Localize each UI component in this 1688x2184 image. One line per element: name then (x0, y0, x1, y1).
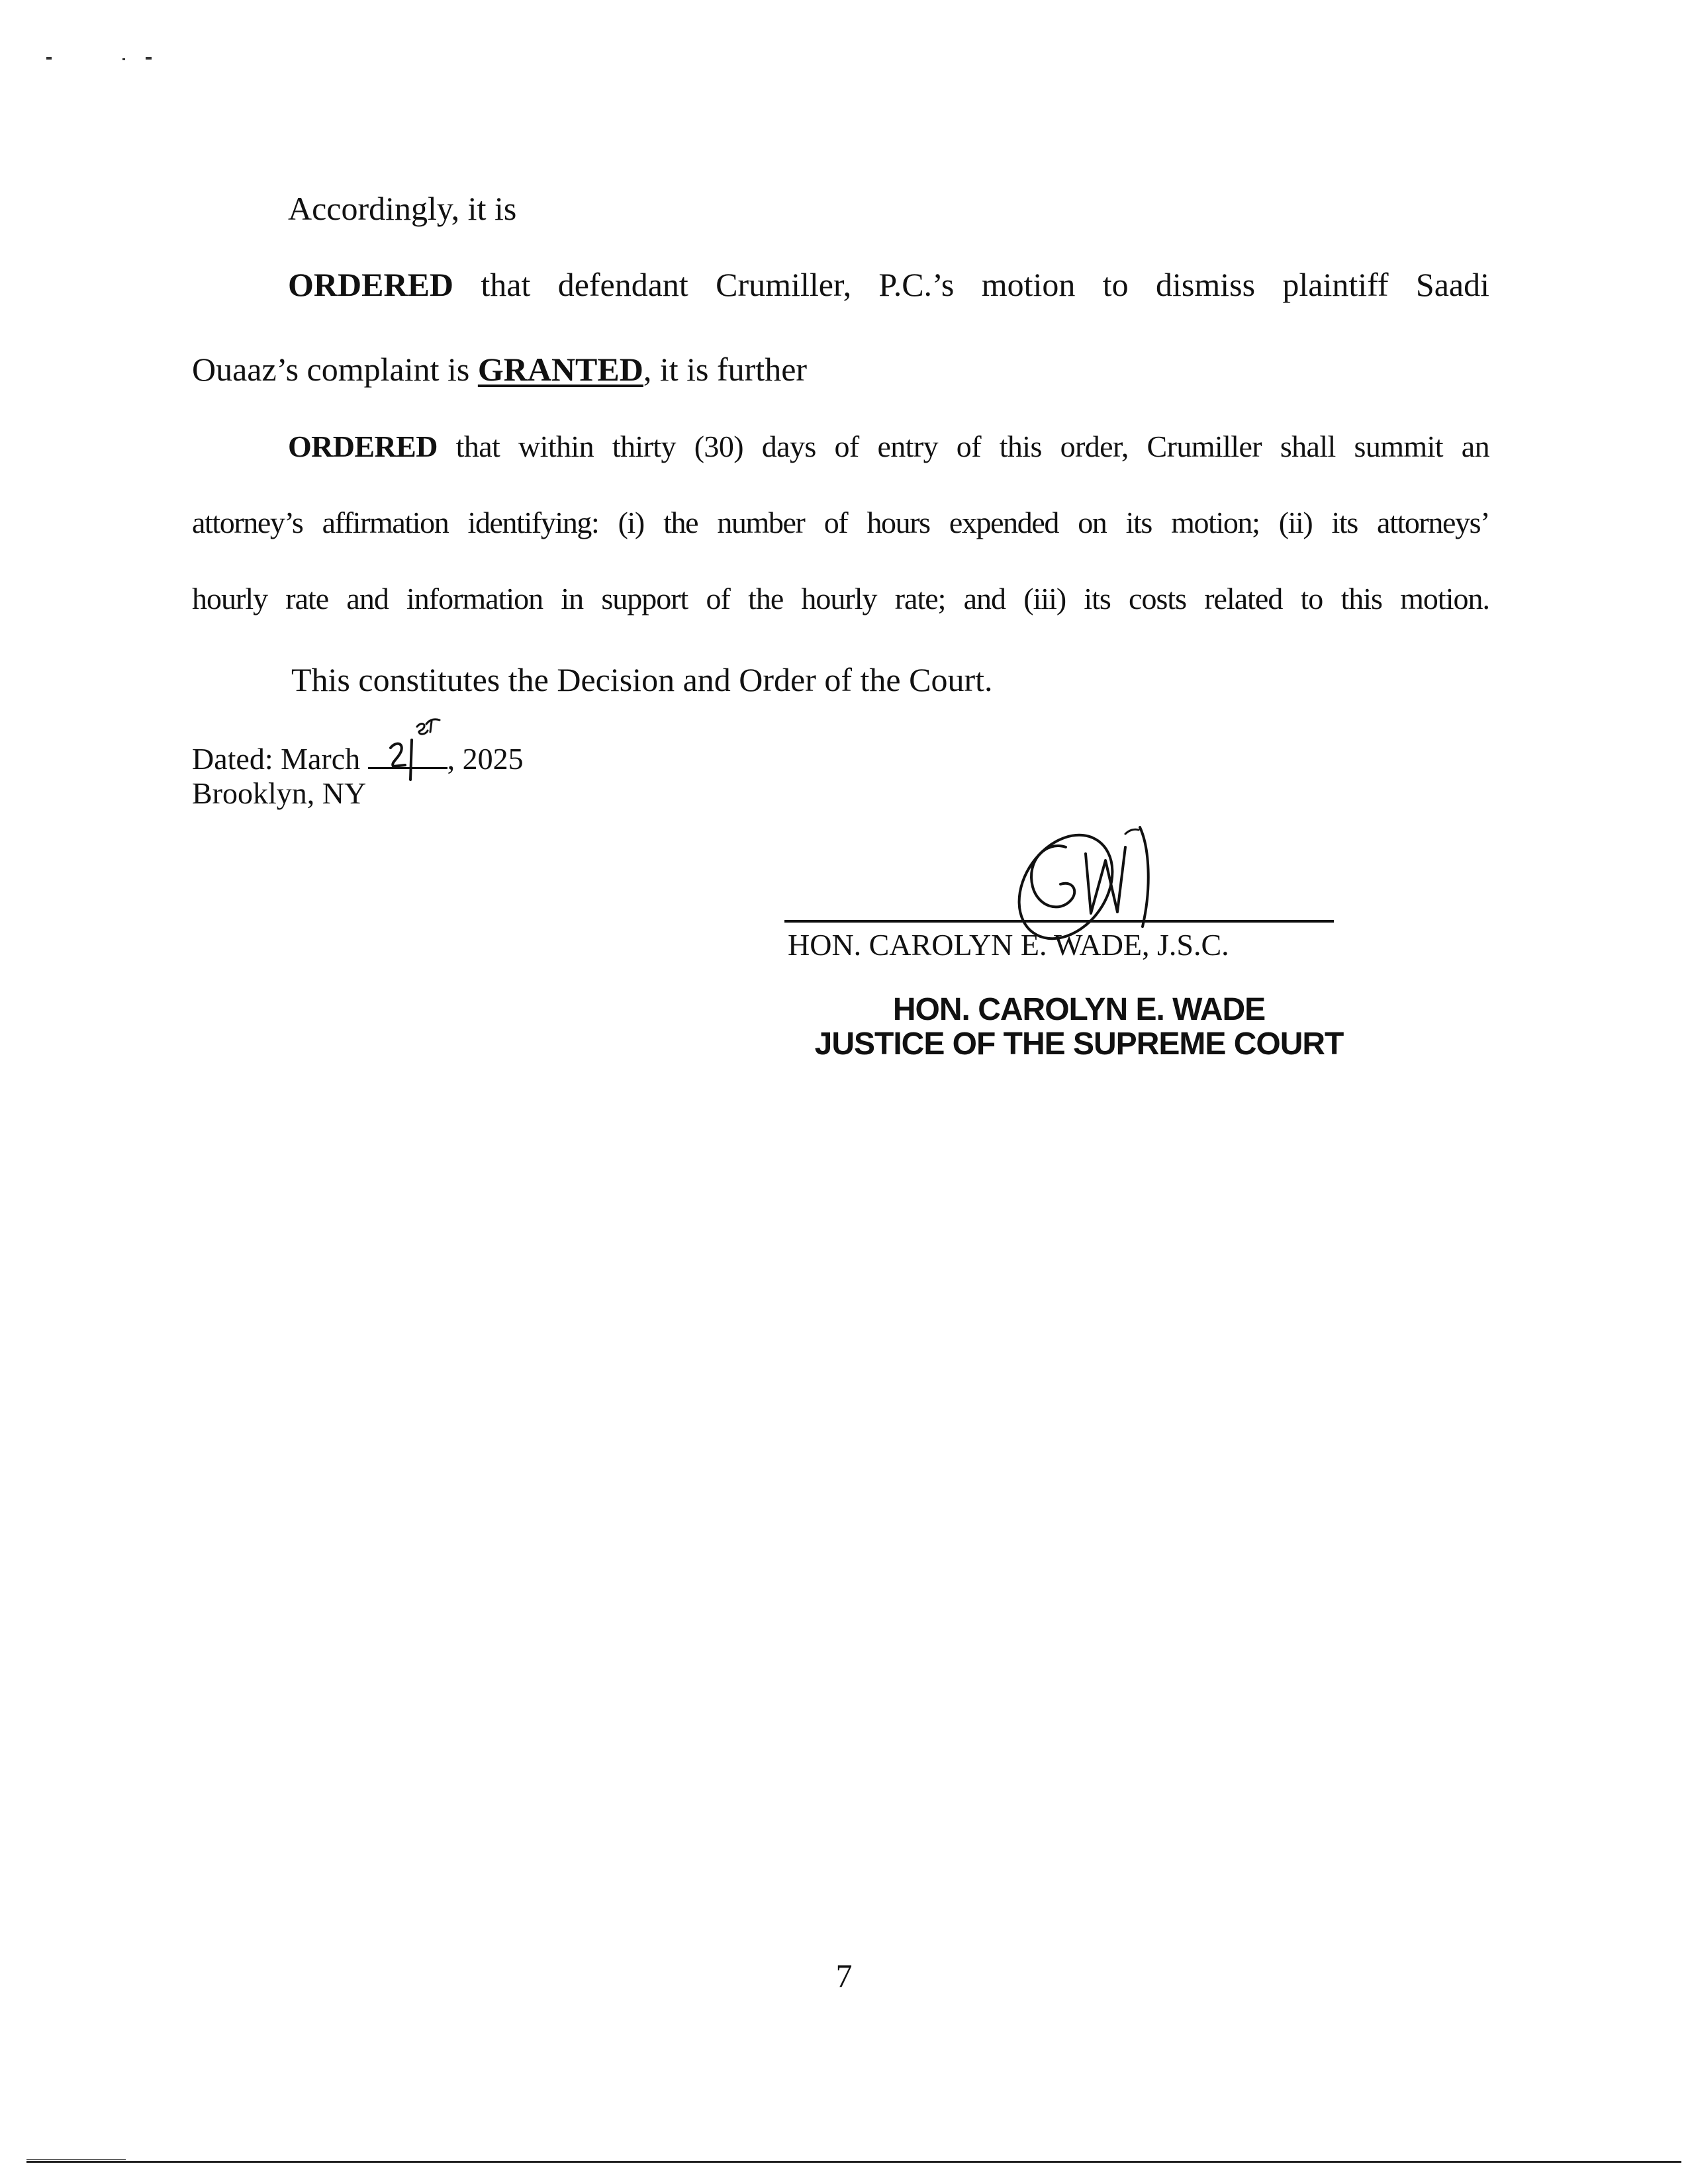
dated-block (192, 738, 524, 811)
handwritten-day-21st (371, 715, 463, 794)
page-number: 7 (835, 1957, 853, 1994)
granted-label: GRANTED (477, 351, 643, 388)
judge-stamp (814, 993, 1344, 1062)
stamp-name: HON. CAROLYN E. WADE (892, 992, 1266, 1027)
intro-line: Accordingly, it is (288, 190, 517, 227)
ordered-text: that within thirty (30) days of entry of this order, Crumiller shall summit an (437, 430, 1489, 463)
stamp-title: JUSTICE OF THE SUPREME COURT (814, 1026, 1344, 1062)
ordered-text: that defendant Crumiller, P.C.’s motion to dismiss plaintiff Saadi (453, 266, 1489, 303)
ordered-paragraph-1-line-1 (288, 265, 1489, 304)
dated-prefix: Dated: March (192, 742, 368, 776)
dated-location: Brooklyn, NY (192, 776, 367, 810)
ordered-text: , it is further (643, 351, 808, 388)
scan-specks (40, 53, 172, 66)
ordered-paragraph-2-line-2: attorney’s affirmation identifying: (i) the number of hours expended on its motion; (ii) its attorneys’ (192, 506, 1489, 539)
page-bottom-rule (26, 2161, 1681, 2163)
ordered-label: ORDERED (288, 266, 454, 303)
ordered-text: Ouaaz’s complaint is (192, 351, 478, 388)
judge-name-line: HON. CAROLYN E. WADE, J.S.C. (788, 928, 1229, 962)
ordered-paragraph-2-line-3: hourly rate and information in support of the hourly rate; and (iii) its costs related to this motion. (192, 582, 1489, 615)
ordered-label: ORDERED (288, 430, 438, 463)
closing-line: This constitutes the Decision and Order of the Court. (291, 661, 993, 698)
dated-suffix: , 2025 (447, 742, 524, 776)
ordered-paragraph-1-line-2 (192, 349, 1489, 389)
ordered-paragraph-2-line-1 (288, 427, 1489, 467)
dated-line (192, 738, 524, 776)
scan-rule-left (26, 2159, 126, 2160)
